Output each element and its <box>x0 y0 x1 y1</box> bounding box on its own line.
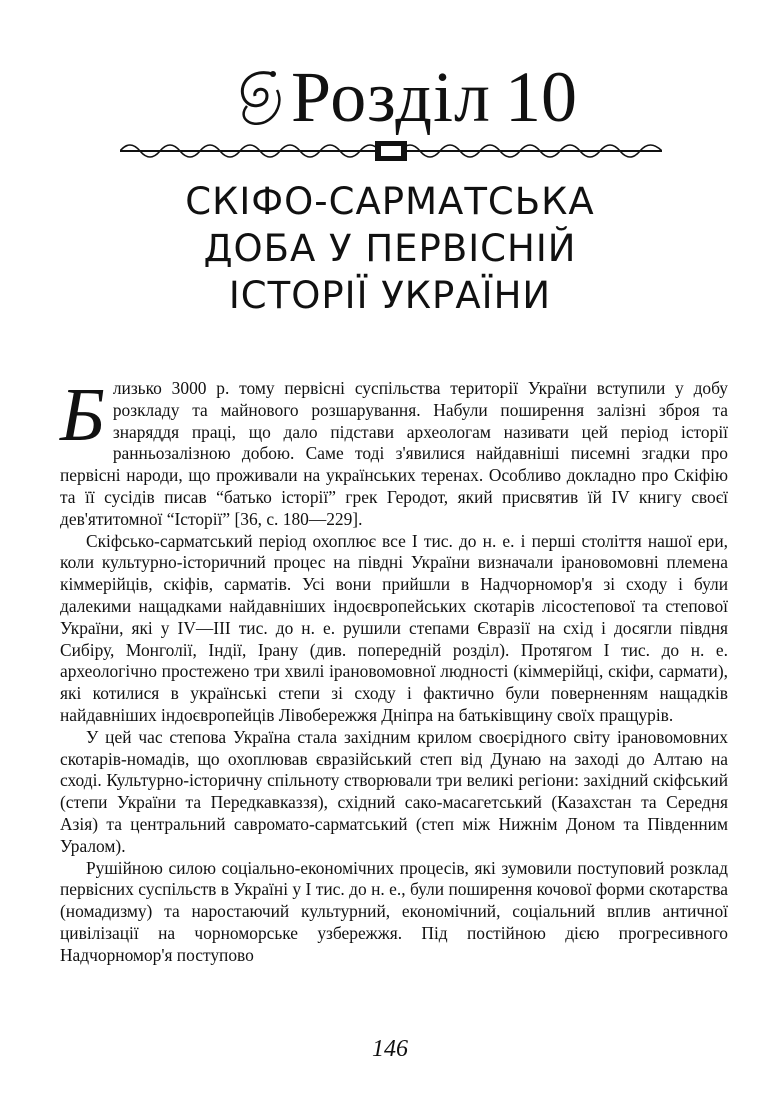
decorative-swirl-icon <box>233 62 289 132</box>
section-title <box>180 178 600 319</box>
drop-cap: Б <box>60 373 105 457</box>
chapter-heading <box>185 52 625 142</box>
section-title-line: СКІФО-САРМАТСЬКА <box>185 180 595 223</box>
ornamental-divider <box>120 137 662 165</box>
chapter-word: Розділ <box>291 57 491 137</box>
paragraph: Скіфсько-сарматський період охоплює все I тис. до н. е. і перші століття нашої ери, коли культурно-історичний процес на півдні України визначали ірановомовні племена кіммерійців, скіфів, сарматів. Усі вони прийшли в Надчорномор'я зі сходу і були далекими нащадками найдавніших індоєвропейських скотарів лісостепової та степової України, які у IV—III тис. до н. е. рушили степами Євразії на схід і досягли півдня Сибіру, Монголії, Індії, Ірану (див. попередній розділ). Протягом I тис. до н. е. археологічно простежено три хвилі ірановомовної людності (кіммерійці, скіфи, сармати), які котилися в українські степи зі сходу і фактично були поверненням нащадків найдавніших індоєвропейців Лівобережжя Дніпра на батьківщину своїх пращурів. <box>60 530 728 725</box>
chapter-number: 10 <box>504 57 577 137</box>
page-number: 146 <box>372 1036 408 1062</box>
section-title-line: ДОБА У ПЕРВІСНІЙ <box>203 227 577 270</box>
paragraph-text: лизько 3000 р. тому первісні суспільства території України вступили у добу розкладу та майнового розшарування. Набули поширення залізні зброя та знаряддя праці, що дало підстави археологам називати цей період історії ранньозалізною добою. Саме тоді з'явилися найдавніші писемні згадки про первісні народи, що проживали на українських теренах. Особливо докладно про Скіфію та її сусідів писав “батько історії” грек Геродот, який присвятив їй IV книгу своєї дев'ятитомної “Історії” [36, с. 180—229]. <box>60 378 728 529</box>
paragraph: У цей час степова Україна стала західним крилом своєрідного світу ірановомовних скотарів-номадів, що охоплював євразійський степ від Дунаю на заході до Алтаю на сході. Культурно-історичну спільноту створювали три великі регіони: західний скіфський (степи України та Передкавказзя), східний сако-масагетський (Казахстан та Середня Азія) та центральний савромато-сарматський (степ між Нижнім Доном та Південним Уралом). <box>60 726 728 856</box>
paragraph <box>60 373 728 531</box>
paragraph: Рушійною силою соціально-економічних процесів, які зумовили поступовий розклад первісних суспільств в Україні у I тис. до н. е., були поширення кочової форми скотарства (номадизму) та наростаючий культурний, економічний, соціальний вплив античної цивілізації на чорноморське узбережжя. Під постійною дією прогресивного Надчорномор'я поступово <box>60 857 728 965</box>
section-title-line: ІСТОРІЇ УКРАЇНИ <box>228 274 552 317</box>
body-text <box>60 373 728 967</box>
